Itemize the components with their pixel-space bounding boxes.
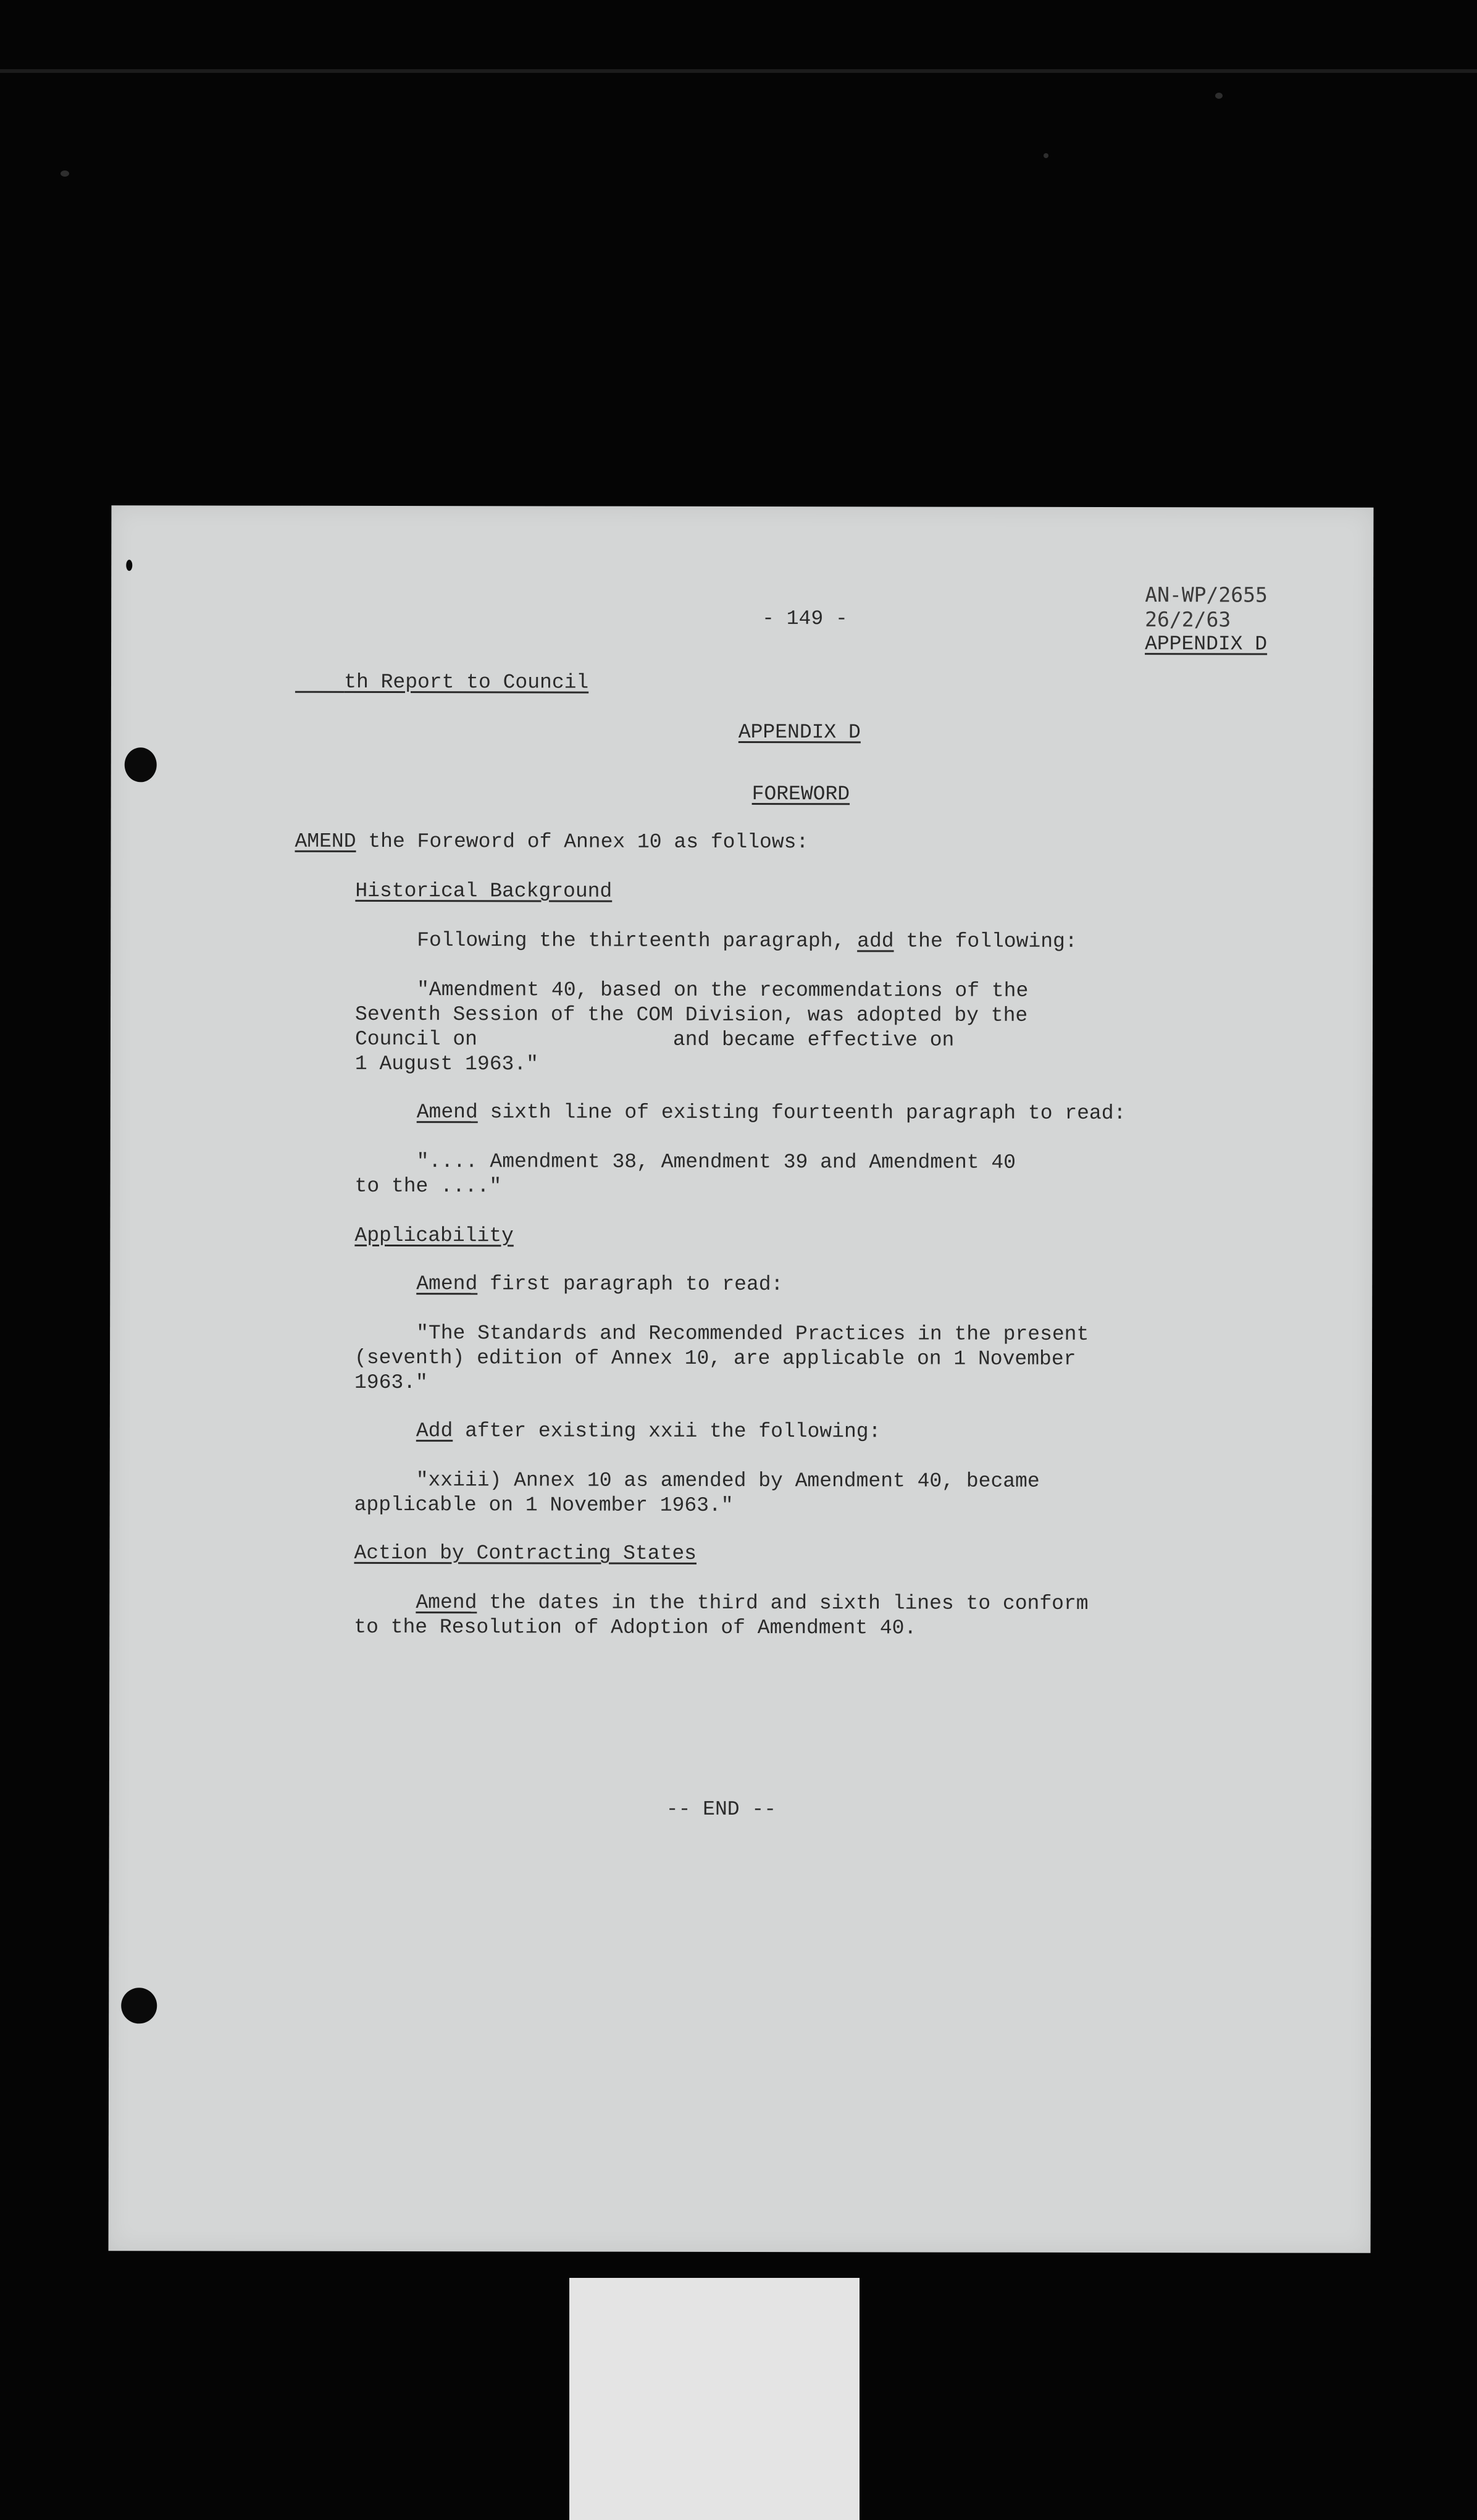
add-keyword: Add [416, 1419, 453, 1443]
section-title: FOREWORD [751, 783, 850, 806]
amend-text: first paragraph to read: [477, 1272, 784, 1296]
report-line-gap [295, 671, 344, 694]
quote-line: "The Standards and Recommended Practices in the present [416, 1322, 1089, 1346]
historical-instruction [417, 928, 1077, 954]
amend-keyword: Amend [416, 1272, 478, 1296]
applicability-amend-line [416, 1272, 783, 1297]
dust-speck [61, 170, 69, 177]
intro-keyword: AMEND [295, 830, 356, 853]
punch-hole [121, 1988, 157, 2023]
film-frame-card [569, 2278, 860, 2520]
action-heading: Action by Contracting States [354, 1541, 697, 1565]
punch-mark [126, 560, 132, 571]
instruction-text: Following the thirteenth paragraph, [417, 929, 858, 953]
report-line-text: th Report to Council [344, 670, 589, 694]
appendix-title: APPENDIX D [738, 720, 861, 744]
quote-line: Seventh Session of the COM Division, was adopted by the [354, 1002, 1028, 1027]
quote-line: 1963." [354, 1371, 428, 1395]
add-text: after existing xxii the following: [453, 1419, 881, 1443]
report-line [295, 670, 588, 695]
amend-text: the dates in the third and sixth lines to conform [477, 1591, 1089, 1615]
applicability-heading: Applicability [354, 1224, 514, 1248]
action-line: to the Resolution of Adoption of Amendment 40. [354, 1615, 917, 1640]
page-number: - 149 - [762, 607, 848, 631]
quote-line: (seventh) edition of Annex 10, are applicable on 1 November [354, 1346, 1076, 1371]
document-reference: AN-WP/2655 [1145, 582, 1268, 607]
intro-text: the Foreword of Annex 10 as follows: [356, 830, 809, 854]
amend-text: sixth line of existing fourteenth paragraph to read: [477, 1101, 1126, 1125]
action-amend-line [416, 1590, 1088, 1616]
quote-line: "xxiii) Annex 10 as amended by Amendment 40, became [416, 1469, 1040, 1493]
dust-speck [1215, 93, 1223, 99]
quote-line: 1 August 1963." [354, 1052, 538, 1076]
film-edge-line [0, 69, 1477, 73]
end-mark: -- END -- [666, 1797, 777, 1821]
instruction-keyword: add [857, 930, 894, 953]
historical-heading: Historical Background [355, 879, 613, 903]
quote-line: to the ...." [354, 1174, 502, 1198]
document-page [109, 505, 1374, 2253]
appendix-tag: APPENDIX D [1145, 632, 1268, 656]
quote-line: applicable on 1 November 1963." [354, 1493, 734, 1517]
intro-line [295, 830, 808, 855]
quote-line: Council on and became effective on [354, 1027, 955, 1052]
document-date: 26/2/63 [1145, 607, 1231, 632]
quote-line: "Amendment 40, based on the recommendations of the [417, 978, 1029, 1002]
amend-keyword: Amend [416, 1101, 478, 1124]
historical-amend-line [417, 1100, 1126, 1126]
dust-speck [1044, 153, 1048, 158]
instruction-text-end: the following: [893, 930, 1077, 953]
amend-keyword: Amend [416, 1591, 477, 1615]
applicability-add-line [416, 1419, 881, 1444]
quote-line: ".... Amendment 38, Amendment 39 and Amendment 40 [416, 1150, 1016, 1174]
punch-hole [125, 747, 157, 782]
